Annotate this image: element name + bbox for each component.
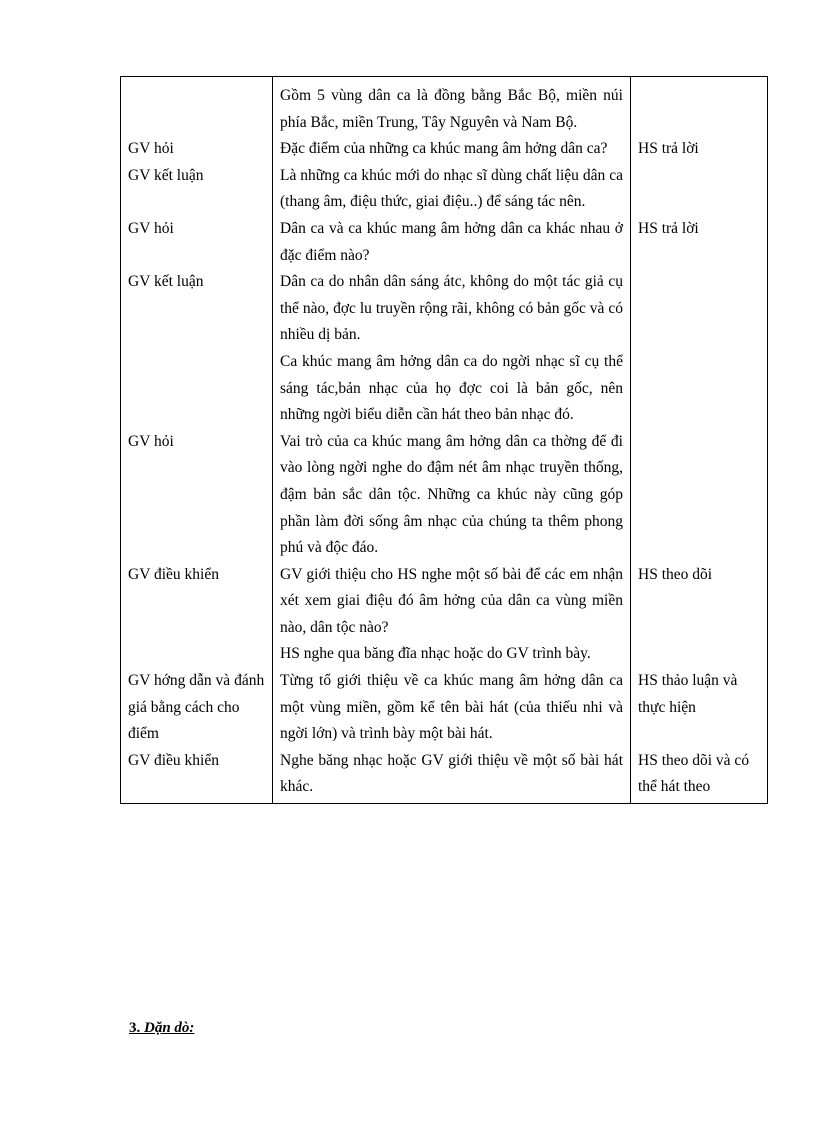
- section-number: 3.: [129, 1020, 141, 1036]
- content-paragraph: Là những ca khúc mới do nhạc sĩ dùng chất liệu dân ca (thang âm, điệu thức, giai điệu..) để sáng tác nên.: [280, 166, 623, 211]
- student-activity-cell: HS theo dõi: [638, 565, 713, 583]
- table-row: [121, 269, 768, 429]
- table-row: [121, 163, 768, 216]
- table-row: [121, 668, 768, 748]
- teacher-activity-cell: GV hỏi: [128, 140, 174, 158]
- table-row: [121, 429, 768, 562]
- teacher-activity-cell: [121, 77, 273, 137]
- content-cell: [273, 216, 631, 269]
- student-activity-cell: HS thảo luận và thực hiện: [638, 672, 738, 716]
- teacher-activity-cell: GV kết luận: [128, 166, 204, 184]
- content-paragraph: Dân ca và ca khúc mang âm hởng dân ca khác nhau ở đặc điểm nào?: [280, 219, 623, 264]
- lesson-table: [120, 76, 768, 804]
- content-paragraph: Gồm 5 vùng dân ca là đồng bằng Bắc Bộ, miền núi phía Bắc, miền Trung, Tây Nguyên và Nam Bộ.: [280, 87, 623, 131]
- content-paragraph: Đặc điểm của những ca khúc mang âm hởng dân ca?: [280, 140, 608, 158]
- teacher-activity-cell: GV điều khiển: [128, 565, 219, 583]
- student-activity-cell: [631, 77, 768, 137]
- content-paragraph: GV giới thiệu cho HS nghe một số bài để các em nhận xét xem giai điệu đó âm hởng của dân ca vùng miền nào, dân tộc nào?: [280, 565, 623, 636]
- student-activity-cell: [631, 429, 768, 562]
- student-activity-cell: [631, 269, 768, 429]
- student-activity-cell: [631, 163, 768, 216]
- content-paragraph: HS nghe qua băng đĩa nhạc hoặc do GV trình bày.: [280, 645, 591, 663]
- table-row: [121, 562, 768, 668]
- table-row: [121, 136, 768, 163]
- content-cell: [273, 269, 631, 429]
- lesson-table-body: [121, 77, 768, 804]
- content-paragraph: Ca khúc mang âm hởng dân ca do ngời nhạc sĩ cụ thể sáng tác,bản nhạc của họ đợc coi là bản gốc, nên những ngời biểu diễn cần hát theo bản nhạc đó.: [280, 352, 623, 424]
- content-cell: [273, 429, 631, 562]
- content-cell: [273, 77, 631, 137]
- student-activity-cell: HS trả lời: [638, 140, 699, 158]
- content-paragraph: Dân ca do nhân dân sáng átc, không do một tác giả cụ thể nào, đợc lu truyền rộng rãi, không có bản gốc và có nhiều dị bản.: [280, 273, 623, 344]
- table-row: [121, 77, 768, 137]
- content-paragraph: Vai trò của ca khúc mang âm hởng dân ca thờng để đi vào lòng ngời nghe do đậm nét âm nhạc truyền thống, đậm bản sắc dân tộc. Những ca khúc này cũng góp phần làm đời sống âm nhạc của chúng ta thêm phong phú và độc đáo.: [280, 432, 623, 557]
- section-title: Dặn dò:: [144, 1020, 195, 1036]
- table-row: [121, 216, 768, 269]
- section-heading: [129, 1020, 194, 1037]
- table-row: [121, 748, 768, 804]
- content-cell: [273, 748, 631, 804]
- teacher-activity-cell: GV hỏi: [128, 432, 174, 450]
- content-cell: [273, 163, 631, 216]
- content-cell: [273, 562, 631, 668]
- content-paragraph: Từng tổ giới thiệu về ca khúc mang âm hởng dân ca một vùng miền, gồm kể tên bài hát (của thiếu nhi và ngời lớn) và trình bày một bài hát.: [280, 672, 623, 743]
- teacher-activity-cell: GV hớng dẫn và đánh giá bằng cách cho điểm: [128, 672, 265, 743]
- teacher-activity-cell: GV kết luận: [128, 273, 204, 291]
- content-cell: [273, 136, 631, 163]
- student-activity-cell: HS trả lời: [638, 219, 699, 237]
- content-paragraph: Nghe băng nhạc hoặc GV giới thiệu về một số bài hát khác.: [280, 751, 623, 796]
- teacher-activity-cell: GV điều khiển: [128, 751, 219, 769]
- teacher-activity-cell: GV hỏi: [128, 219, 174, 237]
- content-cell: [273, 668, 631, 748]
- student-activity-cell: HS theo dõi và có thể hát theo: [638, 751, 750, 796]
